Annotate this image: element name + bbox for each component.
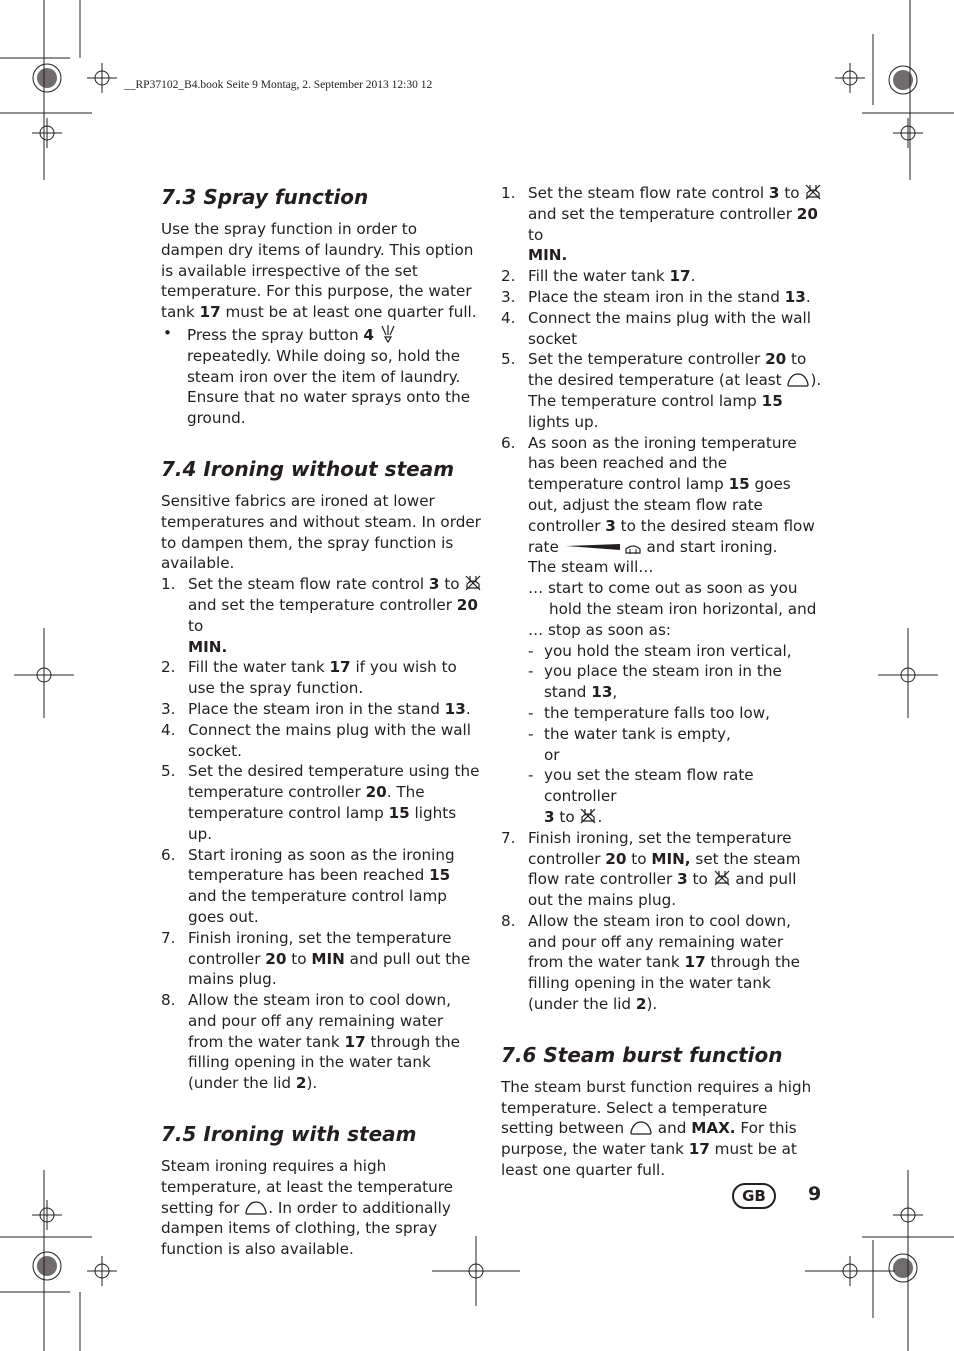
list-item: 5. Set the temperature controller 20 to the desired temperature (at least ). The temperature control lamp 15 lights up. — [501, 350, 822, 431]
list-item: 8. Allow the steam iron to cool down, and pour off any remaining water from the water tank 17 through the filling opening in the water tank (under the lid 2). — [501, 911, 800, 1014]
right-column — [501, 183, 823, 1181]
section-title-7-4: 7.4 Ironing without steam — [161, 456, 455, 481]
paragraph: … stop as soon as: — [528, 620, 671, 639]
language-badge: GB — [732, 1183, 776, 1209]
section-title-7-6: 7.6 Steam burst function — [501, 1042, 783, 1067]
list-item: 4. Connect the mains plug with the wall socket — [501, 308, 811, 348]
list-item: • Press the spray button 4 repeatedly. While doing so, hold the steam iron over the item of laundry. Ensure that no water sprays onto the ground. — [163, 323, 471, 428]
no-steam-icon — [464, 574, 482, 592]
steps-list — [501, 183, 823, 557]
steps-list — [161, 574, 483, 1094]
list-item: 1. Set the steam flow rate control 3 to and set the temperature controller 20 to MIN. — [161, 574, 483, 657]
cotton-temperature-icon — [786, 372, 810, 388]
list-item: 7. Finish ironing, set the temperature controller 20 to MIN, set the steam flow rate controller 3 to and pull out the mains plug. — [501, 828, 801, 910]
spray-icon — [379, 323, 397, 343]
list-item: 3. Place the steam iron in the stand 13. — [161, 699, 471, 718]
no-steam-icon — [579, 807, 597, 825]
list-item: - you set the steam flow rate controller 3 to . — [528, 766, 754, 826]
book-file-header: __RP37102_B4.book Seite 9 Montag, 2. September 2013 12:30 12 — [124, 79, 433, 91]
list-item: 7. Finish ironing, set the temperature controller 20 to MIN and pull out the mains plug. — [161, 928, 471, 989]
cotton-temperature-icon — [244, 1200, 268, 1216]
paragraph: The steam will… — [528, 558, 654, 577]
cotton-temperature-icon — [629, 1120, 653, 1136]
list-item: 2. Fill the water tank 17. — [501, 267, 696, 286]
section-title-7-3: 7.3 Spray function — [161, 185, 369, 209]
list-item: 5. Set the desired temperature using the temperature controller 20. The temperature control lamp 15 lights up. — [161, 762, 480, 843]
list-item: 3. Place the steam iron in the stand 13. — [501, 287, 811, 306]
paragraph: … start to come out as soon as you hold the steam iron horizontal, and — [528, 579, 817, 618]
list-item: 2. Fill the water tank 17 if you wish to use the spray function. — [161, 658, 457, 698]
list-item: 6. As soon as the ironing temperature has been reached and the temperature control lamp 15 goes out, adjust the steam flow rate controller 3 to the desired steam flow rate and start ironing. — [501, 433, 815, 556]
list-item: 6. Start ironing as soon as the ironing temperature has been reached 15 and the temperature control lamp goes out. — [161, 845, 455, 926]
no-steam-icon — [804, 183, 822, 201]
list-item: 1. Set the steam flow rate control 3 to and set the temperature controller 20 to MIN. — [501, 183, 823, 266]
page-number: 9 — [808, 1183, 822, 1205]
paragraph: Use the spray function in order to dampen dry items of laundry. This option is available irrespective of the set temperature. For this purpose, the water tank 17 must be at least one quarter full. — [161, 220, 477, 322]
list-item: 4. Connect the mains plug with the wall socket. — [161, 720, 471, 760]
left-column — [161, 183, 483, 1260]
dash-list — [501, 641, 823, 828]
steps-list — [501, 828, 823, 1015]
list-item: - you place the steam iron in the stand 13, — [528, 662, 782, 702]
list-item: or — [544, 745, 560, 764]
paragraph: Sensitive fabrics are ironed at lower temperatures and without steam. In order to dampen them, the spray function is available. — [161, 491, 481, 573]
list-item: - the temperature falls too low, — [528, 703, 771, 722]
no-steam-icon — [713, 869, 731, 887]
steam-flow-rate-icon — [564, 539, 642, 555]
list-item: - you hold the steam iron vertical, — [528, 641, 792, 660]
list-item: - the water tank is empty, — [528, 724, 731, 743]
paragraph: Steam ironing requires a high temperature, at least the temperature setting for . In order to additionally dampen items of clothing, the spray function is also available. — [161, 1157, 453, 1259]
paragraph: The steam burst function requires a high temperature. Select a temperature setting between and MAX. For this purpose, the water tank 17 must be at least one quarter full. — [501, 1077, 812, 1180]
section-title-7-5: 7.5 Ironing with steam — [161, 1122, 417, 1147]
list-item: 8. Allow the steam iron to cool down, and pour off any remaining water from the water tank 17 through the filling opening in the water tank (under the lid 2). — [161, 991, 460, 1093]
bullet-list — [161, 323, 483, 429]
